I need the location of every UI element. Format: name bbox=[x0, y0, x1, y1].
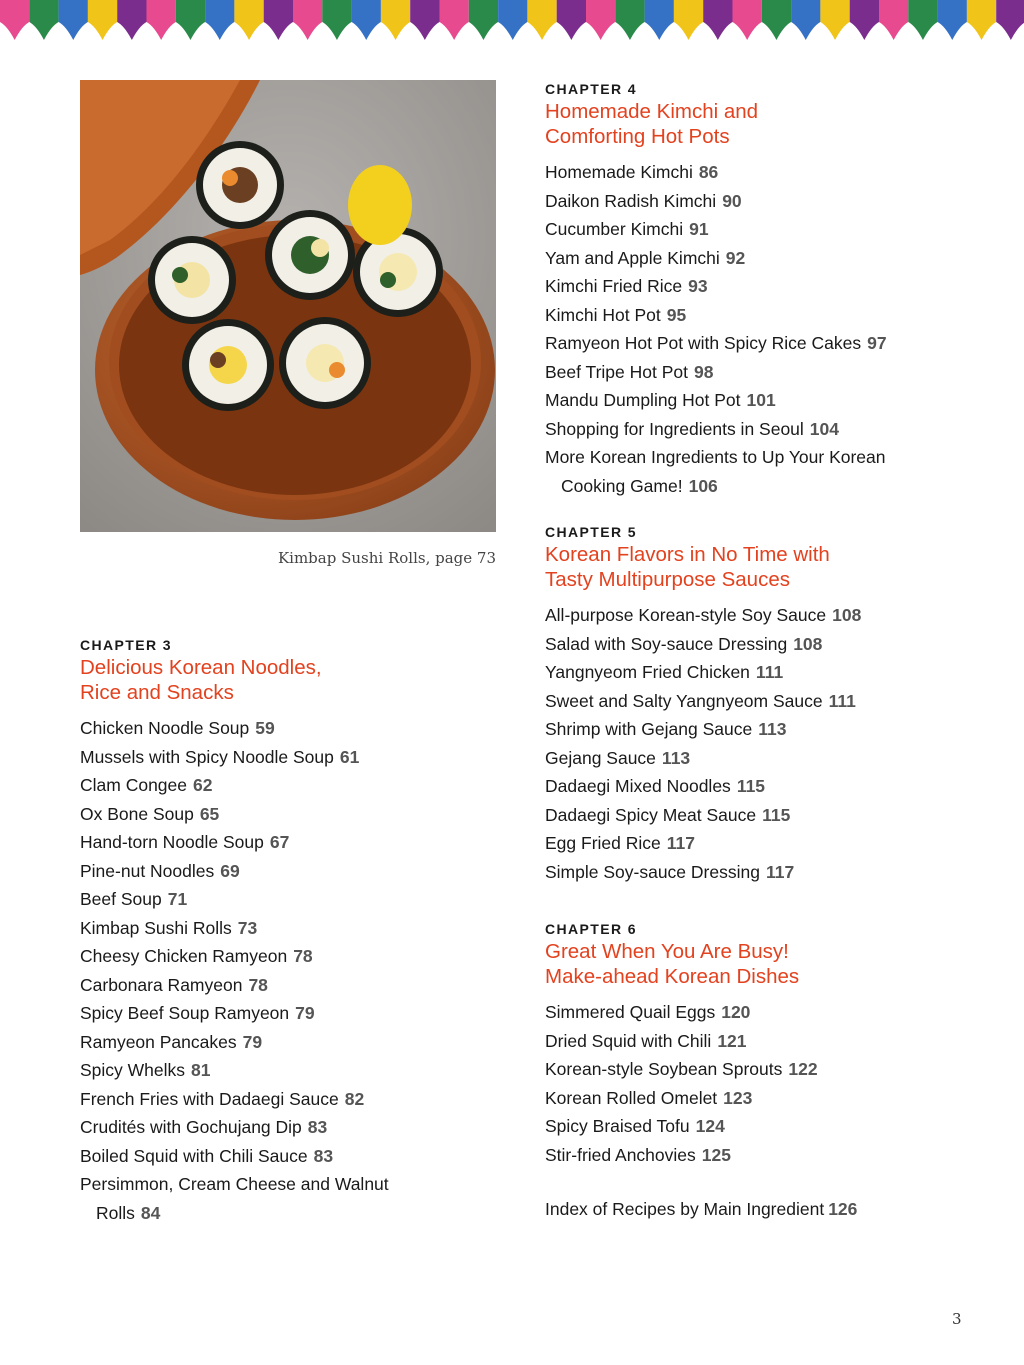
border-flag bbox=[147, 0, 176, 40]
toc-entry[interactable] bbox=[545, 158, 995, 187]
page-ref: 115 bbox=[736, 776, 766, 796]
chapter-label: CHAPTER 5 bbox=[545, 524, 637, 540]
toc-entry[interactable] bbox=[545, 1084, 995, 1113]
toc-entry[interactable] bbox=[545, 801, 995, 830]
page-ref: 62 bbox=[193, 775, 213, 795]
kimbap-photo bbox=[80, 80, 496, 532]
toc-entry[interactable] bbox=[545, 772, 995, 801]
page-ref: 92 bbox=[725, 247, 746, 268]
toc-entry[interactable] bbox=[545, 272, 995, 301]
recipe-name: Chicken Noodle Soup bbox=[80, 718, 250, 738]
recipe-name: Mussels with Spicy Noodle Soup bbox=[80, 746, 334, 767]
toc-entry[interactable] bbox=[80, 714, 520, 743]
toc-entry[interactable] bbox=[545, 744, 995, 773]
recipe-name: French Fries with Dadaegi Sauce bbox=[80, 1088, 339, 1109]
page-ref: 125 bbox=[701, 1144, 731, 1165]
toc-entry[interactable] bbox=[545, 244, 995, 273]
recipe-name: Persimmon, Cream Cheese and Walnut bbox=[80, 1174, 389, 1194]
recipe-list bbox=[80, 714, 520, 1227]
recipe-name: Spicy Braised Tofu bbox=[545, 1116, 690, 1136]
border-flag bbox=[176, 0, 205, 40]
toc-entry[interactable] bbox=[80, 1142, 520, 1171]
toc-entry[interactable] bbox=[545, 329, 995, 358]
border-flag bbox=[645, 0, 674, 40]
toc-entry[interactable] bbox=[545, 1141, 995, 1170]
recipe-name-cont-text: Rolls bbox=[96, 1202, 135, 1223]
border-flag bbox=[29, 0, 58, 40]
chapter-title: Homemade Kimchi and Comforting Hot Pots bbox=[545, 100, 759, 148]
page-ref: 106 bbox=[688, 475, 718, 496]
toc-entry[interactable] bbox=[545, 386, 995, 415]
recipe-name: Gejang Sauce bbox=[545, 747, 656, 768]
toc-entry[interactable] bbox=[545, 1055, 995, 1084]
recipe-list bbox=[545, 158, 995, 500]
recipe-name: Yangnyeom Fried Chicken bbox=[545, 662, 750, 682]
border-flag bbox=[674, 0, 703, 40]
recipe-name: Dadaegi Spicy Meat Sauce bbox=[545, 804, 757, 825]
page-ref: 115 bbox=[762, 804, 791, 825]
toc-entry[interactable] bbox=[80, 914, 520, 943]
page-ref: 84 bbox=[140, 1202, 161, 1223]
chapter-title: Delicious Korean Noodles, Rice and Snacks bbox=[80, 656, 322, 704]
toc-entry[interactable] bbox=[545, 358, 995, 387]
toc-entry[interactable] bbox=[545, 858, 995, 887]
page-ref: 111 bbox=[755, 662, 784, 682]
recipe-name: Sweet and Salty Yangnyeom Sauce bbox=[545, 690, 823, 711]
page-ref: 79 bbox=[295, 1003, 315, 1023]
recipe-name: Beef Soup bbox=[80, 889, 162, 909]
border-flag bbox=[234, 0, 263, 40]
recipe-name: Pine-nut Noodles bbox=[80, 860, 215, 881]
toc-entry[interactable] bbox=[80, 1113, 520, 1142]
page-ref: 95 bbox=[666, 304, 687, 325]
page-ref: 117 bbox=[765, 861, 795, 882]
recipe-name: Dadaegi Mixed Noodles bbox=[545, 776, 731, 796]
page-ref: 81 bbox=[191, 1060, 211, 1080]
toc-entry[interactable] bbox=[80, 1056, 520, 1085]
decorative-border bbox=[0, 0, 1024, 46]
recipe-name: Mandu Dumpling Hot Pot bbox=[545, 390, 741, 410]
border-flag bbox=[762, 0, 791, 40]
recipe-name-cont-text: Cooking Game! bbox=[561, 475, 683, 496]
toc-entry[interactable] bbox=[545, 187, 995, 216]
toc-entry[interactable] bbox=[80, 743, 520, 772]
toc-entry[interactable] bbox=[80, 857, 520, 886]
page-ref: 78 bbox=[248, 974, 268, 995]
recipe-name: Kimchi Hot Pot bbox=[545, 304, 661, 325]
border-flag bbox=[791, 0, 820, 40]
border-flag bbox=[967, 0, 996, 40]
recipe-list bbox=[545, 601, 995, 886]
border-flag bbox=[586, 0, 615, 40]
recipe-name: Korean-style Soybean Sprouts bbox=[545, 1059, 783, 1079]
toc-entry[interactable] bbox=[545, 630, 995, 659]
page-ref: 86 bbox=[698, 162, 719, 182]
toc-entry[interactable] bbox=[80, 1028, 520, 1057]
page-ref: 79 bbox=[242, 1031, 263, 1052]
recipe-name: Stir-fried Anchovies bbox=[545, 1144, 696, 1165]
toc-entry[interactable] bbox=[80, 971, 520, 1000]
recipe-name: Kimbap Sushi Rolls bbox=[80, 917, 232, 938]
border-flag bbox=[440, 0, 469, 40]
toc-entry[interactable] bbox=[545, 715, 995, 744]
page-ref: 104 bbox=[809, 418, 839, 439]
chapter-4 bbox=[545, 80, 995, 500]
page-ref: 65 bbox=[199, 803, 220, 824]
page-ref: 61 bbox=[339, 746, 360, 767]
page-ref: 123 bbox=[723, 1087, 753, 1108]
toc-entry[interactable] bbox=[80, 1085, 520, 1114]
page-ref: 117 bbox=[666, 833, 695, 853]
border-flag bbox=[322, 0, 351, 40]
page-ref: 91 bbox=[689, 219, 709, 239]
recipe-name: Hand-torn Noodle Soup bbox=[80, 832, 264, 852]
page-ref: 69 bbox=[220, 860, 240, 881]
recipe-name: Ox Bone Soup bbox=[80, 803, 194, 824]
page-ref: 83 bbox=[307, 1117, 328, 1137]
recipe-name: All-purpose Korean-style Soy Sauce bbox=[545, 605, 827, 625]
border-flag bbox=[498, 0, 527, 40]
border-flag bbox=[352, 0, 381, 40]
page-ref: 121 bbox=[717, 1030, 747, 1051]
chapter-5 bbox=[545, 523, 995, 886]
page-ref: 124 bbox=[695, 1116, 725, 1136]
recipe-name: Salad with Soy-sauce Dressing bbox=[545, 633, 788, 654]
recipe-name: Dried Squid with Chili bbox=[545, 1030, 712, 1051]
chapter-label: CHAPTER 6 bbox=[545, 921, 637, 937]
border-flag bbox=[908, 0, 937, 40]
page-ref: 120 bbox=[721, 1002, 751, 1022]
toc-entry[interactable] bbox=[545, 443, 995, 500]
recipe-name-continued bbox=[545, 472, 995, 501]
page-ref: 90 bbox=[722, 190, 742, 211]
index-entry[interactable] bbox=[545, 1195, 857, 1223]
index-label: Index of Recipes by Main Ingredient bbox=[545, 1199, 825, 1219]
page-ref: 73 bbox=[237, 917, 258, 938]
page-ref: 82 bbox=[344, 1088, 365, 1109]
toc-entry[interactable] bbox=[80, 1170, 520, 1227]
index-page: 126 bbox=[828, 1199, 858, 1219]
border-flag bbox=[615, 0, 644, 40]
recipe-name: Egg Fried Rice bbox=[545, 833, 661, 853]
chapter-label: CHAPTER 3 bbox=[80, 637, 172, 653]
toc-entry[interactable] bbox=[545, 301, 995, 330]
recipe-name: Kimchi Fried Rice bbox=[545, 276, 683, 296]
recipe-name: Crudités with Gochujang Dip bbox=[80, 1117, 302, 1137]
page-ref: 78 bbox=[293, 946, 313, 966]
toc-entry[interactable] bbox=[80, 771, 520, 800]
border-flag bbox=[527, 0, 556, 40]
page-ref: 111 bbox=[828, 690, 856, 711]
recipe-name: Carbonara Ramyeon bbox=[80, 974, 243, 995]
recipe-name: Shrimp with Gejang Sauce bbox=[545, 719, 753, 739]
toc-entry[interactable] bbox=[80, 885, 520, 914]
toc-entry[interactable] bbox=[545, 829, 995, 858]
page-ref: 83 bbox=[313, 1145, 334, 1166]
chapter-title: Great When You Are Busy! Make-ahead Korean Dishes bbox=[545, 940, 800, 988]
recipe-name: Shopping for Ingredients in Seoul bbox=[545, 418, 804, 439]
border-flag bbox=[0, 0, 29, 40]
recipe-name: Cucumber Kimchi bbox=[545, 219, 684, 239]
recipe-name: Simple Soy-sauce Dressing bbox=[545, 861, 760, 882]
border-flag bbox=[996, 0, 1024, 40]
recipe-name: Simmered Quail Eggs bbox=[545, 1002, 716, 1022]
page-ref: 93 bbox=[688, 276, 708, 296]
recipe-name: Ramyeon Pancakes bbox=[80, 1031, 237, 1052]
photo-caption: Kimbap Sushi Rolls, page 73 bbox=[277, 549, 496, 567]
page-number: 3 bbox=[952, 1310, 962, 1328]
toc-entry[interactable] bbox=[545, 658, 995, 687]
page-ref: 122 bbox=[788, 1059, 818, 1079]
border-flag bbox=[703, 0, 732, 40]
border-flag bbox=[117, 0, 146, 40]
chapter-6 bbox=[545, 920, 995, 1169]
border-flag bbox=[879, 0, 908, 40]
page-ref: 59 bbox=[255, 718, 275, 738]
recipe-name-continued bbox=[80, 1199, 520, 1228]
recipe-name: Clam Congee bbox=[80, 775, 187, 795]
page-ref: 67 bbox=[269, 832, 290, 852]
recipe-name: Homemade Kimchi bbox=[545, 162, 693, 182]
border-flag bbox=[557, 0, 586, 40]
border-flag bbox=[733, 0, 762, 40]
toc-entry[interactable] bbox=[80, 942, 520, 971]
recipe-name: Beef Tripe Hot Pot bbox=[545, 361, 688, 382]
border-flag bbox=[850, 0, 879, 40]
border-flag bbox=[381, 0, 410, 40]
chapter-3 bbox=[80, 636, 520, 1227]
page-ref: 71 bbox=[167, 889, 188, 909]
toc-entry[interactable] bbox=[545, 998, 995, 1027]
toc-entry[interactable] bbox=[545, 215, 995, 244]
border-flag bbox=[264, 0, 293, 40]
recipe-list bbox=[545, 998, 995, 1169]
border-flag bbox=[938, 0, 967, 40]
page-ref: 108 bbox=[793, 633, 823, 654]
recipe-name: Korean Rolled Omelet bbox=[545, 1087, 718, 1108]
toc-entry[interactable] bbox=[80, 999, 520, 1028]
page-ref: 98 bbox=[694, 361, 714, 382]
page-ref: 97 bbox=[867, 333, 887, 353]
recipe-name: Cheesy Chicken Ramyeon bbox=[80, 946, 288, 966]
recipe-name: Spicy Whelks bbox=[80, 1060, 186, 1080]
border-flag bbox=[820, 0, 849, 40]
border-flag bbox=[59, 0, 88, 40]
page-ref: 108 bbox=[832, 605, 862, 625]
page-ref: 113 bbox=[758, 719, 787, 739]
border-flag bbox=[469, 0, 498, 40]
border-flag bbox=[88, 0, 117, 40]
toc-entry[interactable] bbox=[545, 601, 995, 630]
page-ref: 101 bbox=[746, 390, 776, 410]
border-flag bbox=[205, 0, 234, 40]
border-flag bbox=[410, 0, 439, 40]
page-ref: 113 bbox=[661, 747, 691, 768]
toc-entry[interactable] bbox=[545, 687, 995, 716]
recipe-name: Spicy Beef Soup Ramyeon bbox=[80, 1003, 290, 1023]
toc-entry[interactable] bbox=[80, 800, 520, 829]
border-flag bbox=[293, 0, 322, 40]
toc-entry[interactable] bbox=[80, 828, 520, 857]
toc-entry[interactable] bbox=[545, 415, 995, 444]
recipe-name: Ramyeon Hot Pot with Spicy Rice Cakes bbox=[545, 333, 862, 353]
recipe-name: Boiled Squid with Chili Sauce bbox=[80, 1145, 308, 1166]
toc-entry[interactable] bbox=[545, 1027, 995, 1056]
toc-entry[interactable] bbox=[545, 1112, 995, 1141]
chapter-label: CHAPTER 4 bbox=[545, 81, 637, 97]
recipe-name: Yam and Apple Kimchi bbox=[545, 247, 720, 268]
recipe-name: Daikon Radish Kimchi bbox=[545, 190, 717, 211]
chapter-title: Korean Flavors in No Time with Tasty Multipurpose Sauces bbox=[545, 543, 830, 591]
recipe-name: More Korean Ingredients to Up Your Korean bbox=[545, 447, 886, 467]
